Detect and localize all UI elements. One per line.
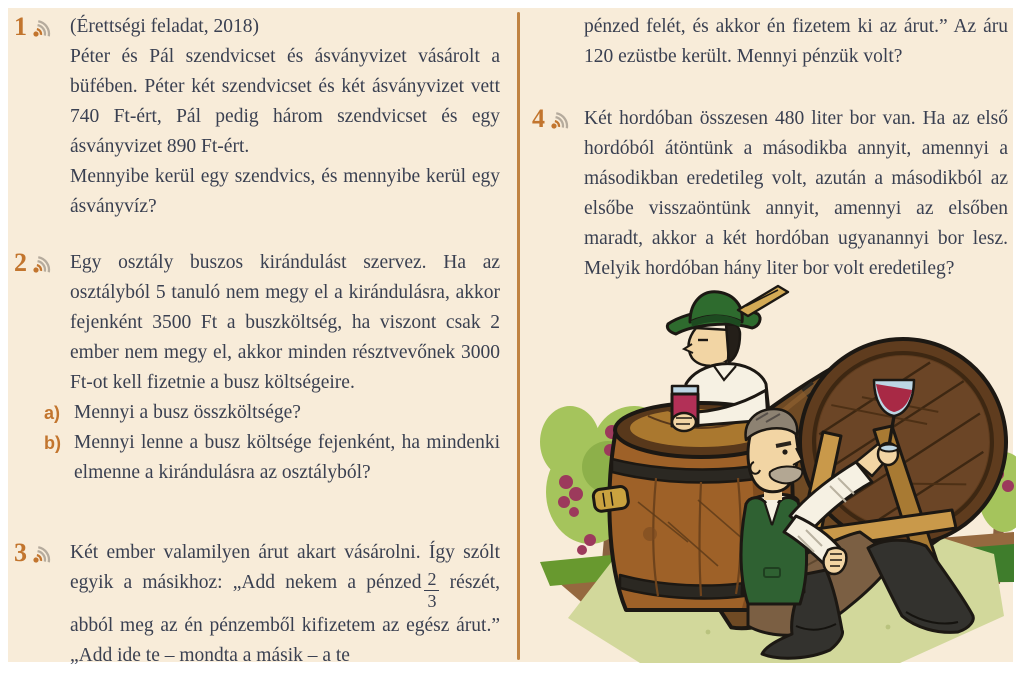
problem-number: 1 <box>14 12 27 41</box>
problem-2-item-b <box>44 428 500 488</box>
fraction-two-thirds: $\frac{2}{3}$ <box>424 570 439 611</box>
read-aloud-icon <box>31 20 52 38</box>
subitem-text: Mennyi lenne a busz költsége fejenként, ha mindenki elmenne a kirándulásra az osztályból? <box>74 432 500 483</box>
problem-4-marker <box>532 106 570 132</box>
problem-3-marker <box>14 540 52 566</box>
problem-number: 4 <box>532 104 545 133</box>
problem-2-marker <box>14 250 52 276</box>
subitem-label: a) <box>44 403 61 423</box>
problem-2-text: Egy osztály buszos kirándulást szervez. Ha az osztályból 5 tanuló nem megy el a kirándulásra, akkor fejenként 3500 Ft a buszköltség, ha viszont csak 2 ember nem megy el, akkor minden résztvevőnek 3000 Ft-ot kell fizetnie a busz költségeire. <box>70 252 500 393</box>
subitem-text: Mennyi a busz összköltsége? <box>74 402 301 423</box>
problem-1 <box>70 12 500 222</box>
problem-4-text: Két hordóban összesen 480 liter bor van. Ha az első hordóból átöntünk a másodikba annyit, amennyi a másodikban eredetileg volt, azután a másodikból az elsőbe visszaöntünk annyit, amennyi az elsőben maradt, akkor a két hordóban ugyanannyi bor lesz. Melyik hordóban hány liter bor volt eredetileg? <box>584 108 1008 279</box>
problem-2-item-a <box>44 398 500 428</box>
problem-1-marker <box>14 14 52 40</box>
problem-3-continuation: pénzed felét, és akkor én fizetem ki az árut.” Az áru 120 ezüstbe került. Mennyi pénzük volt? <box>584 16 1008 67</box>
problem-1-text: Péter és Pál szendvicset és ásványvizet vásárolt a büfében. Péter két szendvicset és két ásványvizet vett 740 Ft-ért, Pál pedig három szendvicset és egy ásványvizet 890 Ft-ért. <box>70 46 500 157</box>
problem-1-question: Mennyibe kerül egy szendvics, és mennyibe kerül egy ásványvíz? <box>70 166 500 217</box>
problem-2 <box>44 248 500 488</box>
read-aloud-icon <box>31 256 52 274</box>
read-aloud-icon <box>31 546 52 564</box>
textbook-page <box>8 8 1013 666</box>
problem-number: 3 <box>14 538 27 567</box>
problem-4 <box>584 104 1008 284</box>
column-divider <box>517 12 520 660</box>
problem-1-source: (Érettségi feladat, 2018) <box>70 16 259 37</box>
subitem-label: b) <box>44 433 61 453</box>
problem-3 <box>70 538 500 671</box>
problem-number: 2 <box>14 248 27 277</box>
problem-3-text: Két ember valamilyen árut akart vásárolni. Így szólt egyik a másikhoz: „Add nekem a pénzed $\frac{2}{3}$ részét, abból meg az én pénzemből kifizetem az egész árut.” „Add ide te – mondta a másik – a te <box>70 542 501 666</box>
read-aloud-icon <box>549 112 570 130</box>
wine-barrels-illustration <box>538 282 1016 666</box>
